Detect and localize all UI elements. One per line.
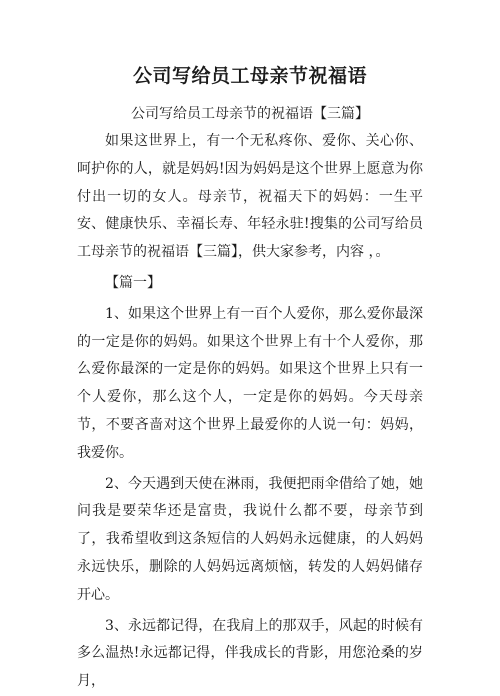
paragraph-2: 2、今天遇到天使在淋雨，我便把雨伞借给了她，她问我是要荣华还是富贵，我说什么都不要，母亲节到了，我希望收到这条短信的人妈妈永远健康，的人妈妈永远快乐，删除的人妈妈远离烦恼，转发的人妈妈储存开心。 [77,475,423,603]
document-title: 公司写给员工母亲节祝福语 [132,65,367,87]
paragraph-1: 1、如果这个世界上有一百个人爱你，那么爱你最深的一定是你的妈妈。如果这个世界上有十个人爱你，那么爱你最深的一定是你的妈妈。如果这个世界上只有一个人爱你，那么这个人，一定是你的妈妈。今天母亲节，不要吝啬对这个世界上最爱你的人说一句：妈妈，我爱你。 [77,305,423,461]
document-body [77,128,423,696]
intro-paragraph: 如果这世界上，有一个无私疼你、爱你、关心你、呵护你的人，就是妈妈!因为妈妈是这个世界上愿意为你付出一切的女人。母亲节，祝福天下的妈妈：一生平安、健康快乐、幸福长寿、年轻永驻!搜集的公司写给员工母亲节的祝福语【三篇】，供大家参考，内容 ，。 [77,133,423,261]
paragraph-3: 3、永远都记得，在我肩上的那双手，风起的时候有多么温热!永远都记得，伴我成长的背影，用您沧桑的岁月， [77,617,423,690]
document-subtitle: 公司写给员工母亲节的祝福语【三篇】 [131,106,369,122]
section-heading: 【篇一】 [105,274,161,291]
